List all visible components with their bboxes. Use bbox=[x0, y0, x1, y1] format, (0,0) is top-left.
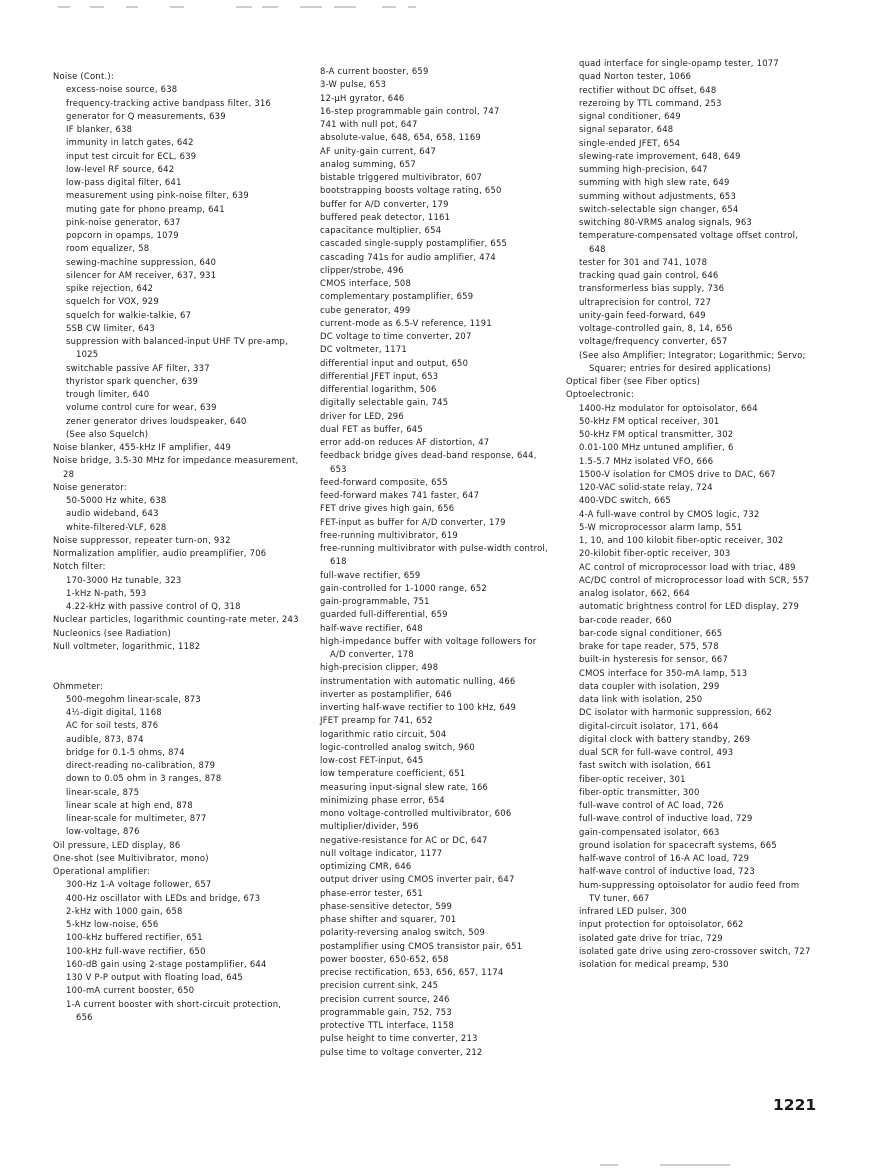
index-entry: high-impedance buffer with voltage followers for A/D converter, 178 bbox=[320, 635, 537, 659]
index-entry: rezeroing by TTL command, 253 bbox=[579, 97, 722, 108]
index-entry: 400-Hz oscillator with LEDs and bridge, 673 bbox=[66, 892, 261, 903]
index-heading: One-shot (see Multivibrator, mono) bbox=[53, 852, 209, 863]
index-entry: free-running multivibrator with pulse-width control, 618 bbox=[320, 543, 548, 567]
index-entry: 5-W microprocessor alarm lamp, 551 bbox=[579, 521, 743, 532]
index-heading: Oil pressure, LED display, 86 bbox=[53, 839, 181, 850]
index-entry: digitally selectable gain, 745 bbox=[320, 397, 449, 408]
index-entry: quad Norton tester, 1066 bbox=[579, 71, 692, 82]
index-entry: full-wave rectifier, 659 bbox=[320, 569, 421, 580]
index-entry: summing with high slew rate, 649 bbox=[579, 177, 730, 188]
index-entry: 500-megohm linear-scale, 873 bbox=[66, 693, 201, 704]
index-entry: tracking quad gain control, 646 bbox=[579, 270, 719, 280]
index-entry: DC isolator with harmonic suppression, 662 bbox=[579, 707, 773, 718]
index-entry: 120-VAC solid-state relay, 724 bbox=[579, 482, 713, 492]
index-entry: input test circuit for ECL, 639 bbox=[66, 150, 197, 161]
index-entry: pulse time to voltage converter, 212 bbox=[320, 1046, 483, 1057]
top-scan-marks bbox=[0, 0, 891, 14]
index-entry: signal conditioner, 649 bbox=[579, 111, 681, 121]
index-entry: 1-A current booster with short-circuit protection, 656 bbox=[66, 998, 282, 1022]
index-entry: DC voltmeter, 1171 bbox=[320, 344, 407, 355]
index-entry: feed-forward makes 741 faster, 647 bbox=[320, 490, 480, 500]
index-entry: data coupler with isolation, 299 bbox=[579, 680, 720, 691]
index-entry: measurement using pink-noise filter, 639 bbox=[66, 190, 249, 201]
index-entry: switchable passive AF filter, 337 bbox=[66, 362, 210, 373]
index-entry: isolation for medical preamp, 530 bbox=[579, 959, 729, 969]
index-entry: differential input and output, 650 bbox=[320, 357, 469, 368]
index-entry: gain-programmable, 751 bbox=[320, 596, 430, 606]
index-entry: generator for Q measurements, 639 bbox=[66, 110, 226, 121]
index-entry: tester for 301 and 741, 1078 bbox=[579, 256, 708, 267]
index-entry: multiplier/divider, 596 bbox=[320, 821, 419, 832]
index-entry: 1-kHz N-path, 593 bbox=[66, 587, 147, 598]
index-entry: FET-input as buffer for A/D converter, 179 bbox=[320, 516, 506, 527]
index-heading: Operational amplifier: bbox=[53, 866, 151, 876]
index-entry: CMOS interface, 508 bbox=[320, 278, 412, 288]
index-entry: fiber-optic receiver, 301 bbox=[579, 773, 686, 784]
index-entry: summing without adjustments, 653 bbox=[579, 190, 737, 201]
index-entry: CMOS interface for 350-mA lamp, 513 bbox=[579, 667, 748, 678]
index-entry: cascaded single-supply postamplifier, 655 bbox=[320, 238, 508, 249]
index-entry: 16-step programmable gain control, 747 bbox=[320, 105, 500, 116]
index-entry: transformerless bias supply, 736 bbox=[579, 283, 725, 294]
index-entry: 20-kilobit fiber-optic receiver, 303 bbox=[579, 548, 731, 559]
index-entry: linear scale at high end, 878 bbox=[66, 799, 193, 810]
index-entry: voltage-controlled gain, 8, 14, 656 bbox=[579, 323, 733, 333]
index-entry: direct-reading no-calibration, 879 bbox=[66, 760, 216, 770]
index-entry: switch-selectable sign changer, 654 bbox=[579, 203, 739, 214]
index-entry: signal separator, 648 bbox=[579, 124, 674, 135]
index-entry: half-wave control of 16-A AC load, 729 bbox=[579, 853, 750, 863]
index-entry: rectifier without DC offset, 648 bbox=[579, 84, 717, 95]
index-entry: spike rejection, 642 bbox=[66, 283, 154, 293]
index-entry: automatic brightness control for LED display, 279 bbox=[579, 601, 800, 612]
index-entry: infrared LED pulser, 300 bbox=[579, 906, 687, 916]
index-entry: feedback bridge gives dead-band response, 644, 653 bbox=[320, 450, 537, 474]
page-number: 1221 bbox=[773, 1096, 817, 1114]
index-entry: 4½-digit digital, 1168 bbox=[66, 707, 162, 717]
index-entry: AF unity-gain current, 647 bbox=[320, 145, 437, 156]
index-entry: 100-mA current booster, 650 bbox=[66, 985, 195, 996]
index-entry: phase-error tester, 651 bbox=[320, 887, 423, 898]
index-entry: digital-circuit isolator, 171, 664 bbox=[579, 720, 719, 731]
index-entry: logarithmic ratio circuit, 504 bbox=[320, 728, 447, 739]
index-entry: high-precision clipper, 498 bbox=[320, 662, 439, 673]
index-entry: low temperature coefficient, 651 bbox=[320, 768, 466, 779]
index-entry: down to 0.05 ohm in 3 ranges, 878 bbox=[66, 773, 222, 784]
index-heading: Normalization amplifier, audio preamplifier, 706 bbox=[53, 548, 267, 558]
index-entry: excess-noise source, 638 bbox=[66, 84, 178, 95]
index-entry: 50-kHz FM optical receiver, 301 bbox=[579, 415, 720, 426]
index-entry: linear-scale, 875 bbox=[66, 786, 140, 797]
index-entry: analog isolator, 662, 664 bbox=[579, 588, 690, 598]
index-entry: negative-resistance for AC or DC, 647 bbox=[320, 834, 488, 845]
index-entry: precision current sink, 245 bbox=[320, 980, 439, 991]
index-entry: 8-A current booster, 659 bbox=[320, 66, 429, 76]
index-entry: fiber-optic transmitter, 300 bbox=[579, 786, 700, 797]
index-entry: cascading 741s for audio amplifier, 474 bbox=[320, 251, 497, 262]
index-entry: zener generator drives loudspeaker, 640 bbox=[66, 415, 247, 426]
index-entry: hum-suppressing optoisolator for audio feed from TV tuner, 667 bbox=[579, 879, 800, 903]
index-entry: bistable triggered multivibrator, 607 bbox=[320, 172, 483, 182]
index-entry: complementary postamplifier, 659 bbox=[320, 291, 474, 302]
index-entry: immunity in latch gates, 642 bbox=[66, 137, 194, 148]
index-heading: Noise blanker, 455-kHz IF amplifier, 449 bbox=[53, 442, 232, 452]
index-entry: muting gate for phono preamp, 641 bbox=[66, 203, 225, 214]
index-entry: 300-Hz 1-A voltage follower, 657 bbox=[66, 879, 212, 890]
index-entry: capacitance multiplier, 654 bbox=[320, 225, 442, 235]
index-entry: suppression with balanced-input UHF TV pre-amp, 1025 bbox=[66, 336, 288, 360]
index-entry: low-voltage, 876 bbox=[66, 826, 140, 837]
index-entry: measuring input-signal slew rate, 166 bbox=[320, 781, 489, 792]
index-entry: precision current source, 246 bbox=[320, 993, 450, 1004]
index-entry: instrumentation with automatic nulling, 466 bbox=[320, 675, 516, 686]
index-entry: driver for LED, 296 bbox=[320, 410, 404, 421]
index-entry: slewing-rate improvement, 648, 649 bbox=[579, 150, 741, 161]
index-entry: analog summing, 657 bbox=[320, 158, 416, 169]
index-entry: 1.5-5.7 MHz isolated VFO, 666 bbox=[579, 455, 714, 466]
index-heading: Nuclear particles, logarithmic counting-rate meter, 243 bbox=[53, 614, 299, 625]
index-entry: AC control of microprocessor load with triac, 489 bbox=[579, 561, 796, 572]
index-entry: thyristor spark quencher, 639 bbox=[66, 375, 199, 386]
index-entry: bootstrapping boosts voltage rating, 650 bbox=[320, 185, 502, 196]
index-entry: fast switch with isolation, 661 bbox=[579, 760, 712, 771]
index-entry: gain-compensated isolator, 663 bbox=[579, 826, 720, 837]
index-entry: 12-μH gyrator, 646 bbox=[320, 92, 405, 103]
index-entry: 160-dB gain using 2-stage postamplifier, 644 bbox=[66, 958, 267, 969]
index-entry: audio wideband, 643 bbox=[66, 508, 159, 519]
index-entry: 50-5000 Hz white, 638 bbox=[66, 495, 167, 505]
index-entry: free-running multivibrator, 619 bbox=[320, 529, 459, 540]
index-entry: clipper/strobe, 496 bbox=[320, 264, 404, 275]
index-entry: 100-kHz buffered rectifier, 651 bbox=[66, 932, 203, 943]
index-entry: (See also Amplifier; Integrator; Logarithmic; Servo; Squarer; entries for desired applications) bbox=[579, 349, 806, 373]
index-heading: Optical fiber (see Fiber optics) bbox=[566, 376, 701, 386]
index-entry: low-pass digital filter, 641 bbox=[66, 177, 182, 187]
index-entry: temperature-compensated voltage offset control, 648 bbox=[579, 230, 799, 254]
index-heading: Noise (Cont.): bbox=[53, 71, 114, 81]
index-entry: white-filtered-VLF, 628 bbox=[66, 521, 167, 532]
index-entry: (See also Squelch) bbox=[66, 428, 149, 439]
index-heading: Nucleonics (see Radiation) bbox=[53, 627, 171, 638]
index-entry: built-in hysteresis for sensor, 667 bbox=[579, 654, 729, 665]
index-heading: Notch filter: bbox=[53, 561, 106, 572]
index-entry: unity-gain feed-forward, 649 bbox=[579, 309, 706, 320]
index-heading: Noise generator: bbox=[53, 481, 127, 492]
index-entry: FET drive gives high gain, 656 bbox=[320, 503, 455, 514]
index-entry: squelch for VOX, 929 bbox=[66, 296, 159, 307]
index-entry: low-level RF source, 642 bbox=[66, 163, 175, 174]
index-entry: ground isolation for spacecraft systems, 665 bbox=[579, 839, 777, 850]
index-entry: 50-kHz FM optical transmitter, 302 bbox=[579, 429, 734, 439]
index-entry: feed-forward composite, 655 bbox=[320, 476, 448, 487]
index-entry: half-wave control of inductive load, 723 bbox=[579, 866, 755, 877]
section-gap bbox=[53, 653, 299, 680]
index-entry: inverting half-wave rectifier to 100 kHz, 649 bbox=[320, 702, 517, 712]
index-entry: inverter as postamplifier, 646 bbox=[320, 688, 452, 699]
index-entry: switching 80-VRMS analog signals, 963 bbox=[579, 217, 752, 227]
index-entry: pulse height to time converter, 213 bbox=[320, 1033, 478, 1044]
index-entry: AC/DC control of microprocessor load with SCR, 557 bbox=[579, 574, 810, 585]
index-entry: 130 V P-P output with floating load, 645 bbox=[66, 972, 243, 982]
index-entry: input protection for optoisolator, 662 bbox=[579, 919, 744, 930]
index-entry: full-wave control of inductive load, 729 bbox=[579, 813, 753, 824]
index-entry: 170-3000 Hz tunable, 323 bbox=[66, 574, 182, 585]
index-entry: 1400-Hz modulator for optoisolator, 664 bbox=[579, 402, 758, 413]
index-entry: data link with isolation, 250 bbox=[579, 694, 703, 704]
index-entry: half-wave rectifier, 648 bbox=[320, 622, 423, 633]
index-entry: 0.01-100 MHz untuned amplifier, 6 bbox=[579, 442, 734, 453]
index-entry: optimizing CMR, 646 bbox=[320, 861, 412, 871]
index-entry: output driver using CMOS inverter pair, 647 bbox=[320, 874, 515, 885]
index-entry: single-ended JFET, 654 bbox=[579, 137, 681, 148]
index-entry: protective TTL interface, 1158 bbox=[320, 1020, 455, 1030]
index-entry: frequency-tracking active bandpass filter, 316 bbox=[66, 97, 272, 108]
index-entry: quad interface for single-opamp tester, 1077 bbox=[579, 58, 779, 68]
index-entry: 400-VDC switch, 665 bbox=[579, 495, 671, 506]
bottom-scan-marks bbox=[570, 1160, 750, 1170]
index-entry: voltage/frequency converter, 657 bbox=[579, 336, 728, 347]
index-entry: current-mode as 6.5-V reference, 1191 bbox=[320, 317, 492, 328]
index-entry: room equalizer, 58 bbox=[66, 243, 150, 254]
index-entry: silencer for AM receiver, 637, 931 bbox=[66, 269, 217, 280]
index-entry: error add-on reduces AF distortion, 47 bbox=[320, 437, 490, 447]
index-entry: bar-code reader, 660 bbox=[579, 614, 673, 625]
index-column-1 bbox=[53, 70, 299, 1024]
index-entry: sewing-machine suppression, 640 bbox=[66, 256, 217, 267]
index-entry: JFET preamp for 741, 652 bbox=[320, 715, 433, 726]
index-entry: 5-kHz low-noise, 656 bbox=[66, 919, 159, 929]
index-entry: AC for soil tests, 876 bbox=[66, 720, 159, 731]
index-heading: Noise bridge, 3.5-30 MHz for impedance measurement, 28 bbox=[53, 455, 299, 479]
index-entry: 2-kHz with 1000 gain, 658 bbox=[66, 905, 183, 916]
index-entry: 4-A full-wave control by CMOS logic, 732 bbox=[579, 508, 760, 519]
index-entry: buffered peak detector, 1161 bbox=[320, 211, 451, 222]
index-entry: guarded full-differential, 659 bbox=[320, 609, 448, 620]
index-entry: polarity-reversing analog switch, 509 bbox=[320, 927, 486, 938]
index-entry: bar-code signal conditioner, 665 bbox=[579, 627, 723, 638]
index-entry: volume control cure for wear, 639 bbox=[66, 402, 217, 413]
index-entry: ultraprecision for control, 727 bbox=[579, 296, 712, 307]
index-entry: cube generator, 499 bbox=[320, 304, 411, 315]
index-entry: SSB CW limiter, 643 bbox=[66, 322, 155, 333]
index-entry: phase shifter and squarer, 701 bbox=[320, 914, 457, 924]
index-entry: isolated gate drive for triac, 729 bbox=[579, 932, 723, 943]
index-entry: summing high-precision, 647 bbox=[579, 164, 708, 174]
index-entry: full-wave control of AC load, 726 bbox=[579, 800, 724, 810]
index-entry: trough limiter, 640 bbox=[66, 389, 150, 399]
index-entry: power booster, 650-652, 658 bbox=[320, 953, 449, 964]
index-heading: Noise suppressor, repeater turn-on, 932 bbox=[53, 534, 231, 545]
index-entry: phase-sensitive detector, 599 bbox=[320, 900, 453, 911]
index-entry: minimizing phase error, 654 bbox=[320, 794, 445, 805]
index-entry: brake for tape reader, 575, 578 bbox=[579, 641, 719, 651]
index-entry: 1, 10, and 100 kilobit fiber-optic receiver, 302 bbox=[579, 535, 784, 545]
index-entry: bridge for 0.1-5 ohms, 874 bbox=[66, 746, 185, 757]
index-entry: 3-W pulse, 653 bbox=[320, 79, 387, 90]
index-entry: popcorn in opamps, 1079 bbox=[66, 230, 179, 240]
index-entry: 1500-V isolation for CMOS drive to DAC, 667 bbox=[579, 468, 776, 479]
index-entry: 4.22-kHz with passive control of Q, 318 bbox=[66, 601, 241, 611]
index-entry: audible, 873, 874 bbox=[66, 733, 144, 744]
index-heading: Optoelectronic: bbox=[566, 389, 635, 400]
index-entry: mono voltage-controlled multivibrator, 606 bbox=[320, 808, 512, 818]
index-entry: null voltage indicator, 1177 bbox=[320, 847, 443, 858]
index-column-2 bbox=[307, 65, 555, 1059]
index-entry: differential logarithm, 506 bbox=[320, 384, 437, 394]
index-entry: isolated gate drive using zero-crossover switch, 727 bbox=[579, 945, 811, 956]
index-entry: DC voltage to time converter, 207 bbox=[320, 331, 472, 341]
index-entry: digital clock with battery standby, 269 bbox=[579, 733, 751, 744]
index-entry: IF blanker, 638 bbox=[66, 124, 133, 134]
index-entry: squelch for walkie-talkie, 67 bbox=[66, 309, 192, 320]
index-entry: postamplifier using CMOS transistor pair, 651 bbox=[320, 940, 523, 951]
index-heading: Null voltmeter, logarithmic, 1182 bbox=[53, 640, 201, 651]
index-entry: programmable gain, 752, 753 bbox=[320, 1006, 452, 1017]
index-entry: low-cost FET-input, 645 bbox=[320, 755, 424, 765]
index-entry: pink-noise generator, 637 bbox=[66, 216, 181, 227]
index-entry: precise rectification, 653, 656, 657, 1174 bbox=[320, 967, 504, 977]
index-entry: logic-controlled analog switch, 960 bbox=[320, 741, 476, 752]
index-entry: differential JFET input, 653 bbox=[320, 370, 439, 381]
index-entry: 741 with null pot, 647 bbox=[320, 119, 418, 129]
index-entry: dual FET as buffer, 645 bbox=[320, 423, 423, 434]
index-heading: Ohmmeter: bbox=[53, 680, 104, 691]
index-column-3 bbox=[566, 57, 811, 971]
index-entry: dual SCR for full-wave control, 493 bbox=[579, 747, 734, 757]
index-entry: buffer for A/D converter, 179 bbox=[320, 198, 449, 209]
index-entry: linear-scale for multimeter, 877 bbox=[66, 813, 207, 823]
index-entry: 100-kHz full-wave rectifier, 650 bbox=[66, 945, 206, 956]
index-entry: gain-controlled for 1-1000 range, 652 bbox=[320, 582, 488, 593]
index-entry: absolute-value, 648, 654, 658, 1169 bbox=[320, 132, 481, 143]
